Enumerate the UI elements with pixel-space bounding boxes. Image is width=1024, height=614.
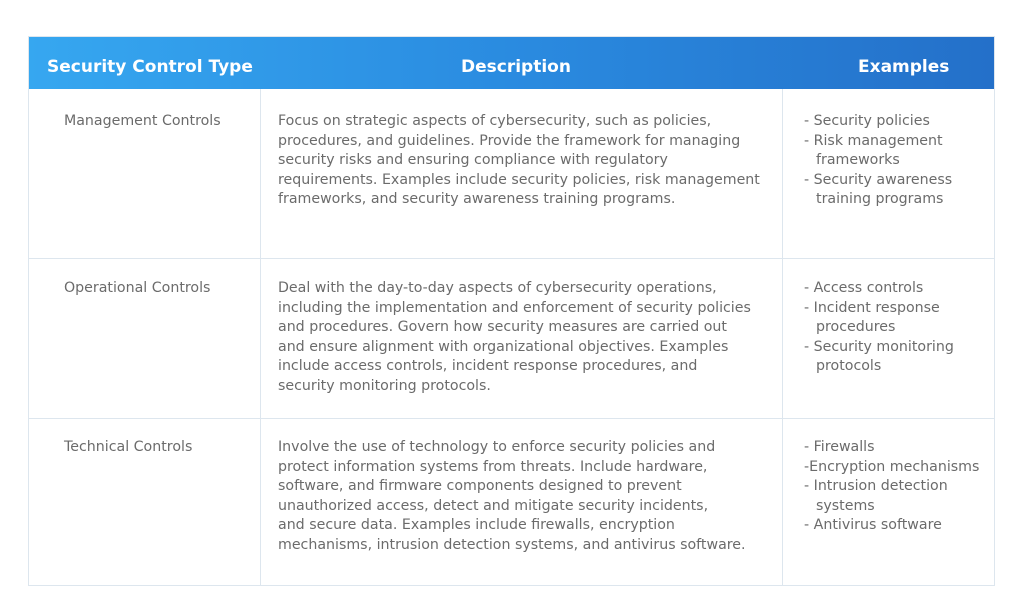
description-line: frameworks, and security awareness training programs.	[278, 191, 676, 207]
example-line: - Security awareness	[804, 171, 953, 188]
description-line: Deal with the day-to-day aspects of cybersecurity operations,	[278, 280, 717, 296]
row-description	[278, 112, 768, 210]
description-line: and procedures. Govern how security measures are carried out	[278, 319, 727, 335]
example-line: systems	[816, 497, 875, 514]
example-line: - Intrusion detection	[804, 478, 948, 494]
description-line: requirements. Examples include security policies, risk management	[278, 171, 760, 188]
example-line: protocols	[816, 358, 882, 374]
example-line: - Firewalls	[804, 439, 875, 455]
header-description: Description	[461, 57, 571, 77]
column-divider	[260, 89, 261, 585]
description-line: security risks and ensuring compliance with regulatory	[278, 152, 668, 168]
example-line: - Antivirus software	[804, 517, 942, 533]
row-examples	[804, 438, 994, 536]
row-control-type: Technical Controls	[64, 439, 193, 455]
description-line: procedures, and guidelines. Provide the framework for managing	[278, 132, 741, 149]
description-line: Focus on strategic aspects of cybersecurity, such as policies,	[278, 113, 712, 129]
description-line: software, and firmware components designed to prevent	[278, 478, 682, 494]
example-line: training programs	[816, 191, 944, 207]
example-line: - Incident response	[804, 299, 940, 316]
header-examples: Examples	[858, 57, 950, 77]
column-divider	[782, 89, 783, 585]
row-description	[278, 438, 768, 555]
row-examples	[804, 112, 994, 210]
row-divider	[29, 418, 994, 419]
description-line: protect information systems from threats. Include hardware,	[278, 458, 708, 475]
example-line: procedures	[816, 319, 896, 335]
description-line: including the implementation and enforcement of security policies	[278, 299, 751, 316]
description-line: mechanisms, intrusion detection systems, and antivirus software.	[278, 536, 746, 553]
description-line: unauthorized access, detect and mitigate security incidents,	[278, 497, 709, 514]
example-line: - Security policies	[804, 113, 930, 129]
row-examples	[804, 279, 994, 377]
header-security-control-type: Security Control Type	[47, 57, 253, 77]
row-control-type: Management Controls	[64, 113, 221, 129]
example-line: - Security monitoring	[804, 338, 954, 355]
row-description	[278, 279, 768, 396]
description-line: security monitoring protocols.	[278, 377, 491, 394]
description-line: and ensure alignment with organizational objectives. Examples	[278, 338, 729, 355]
example-line: - Access controls	[804, 280, 924, 296]
example-line: frameworks	[816, 152, 900, 168]
security-controls-table	[28, 36, 995, 586]
table-header	[29, 37, 994, 89]
description-line: and secure data. Examples include firewalls, encryption	[278, 517, 675, 533]
example-line: -Encryption mechanisms	[804, 458, 980, 475]
description-line: include access controls, incident response procedures, and	[278, 358, 698, 374]
row-divider	[29, 258, 994, 259]
row-control-type: Operational Controls	[64, 280, 211, 296]
description-line: Involve the use of technology to enforce security policies and	[278, 439, 716, 455]
example-line: - Risk management	[804, 132, 943, 149]
